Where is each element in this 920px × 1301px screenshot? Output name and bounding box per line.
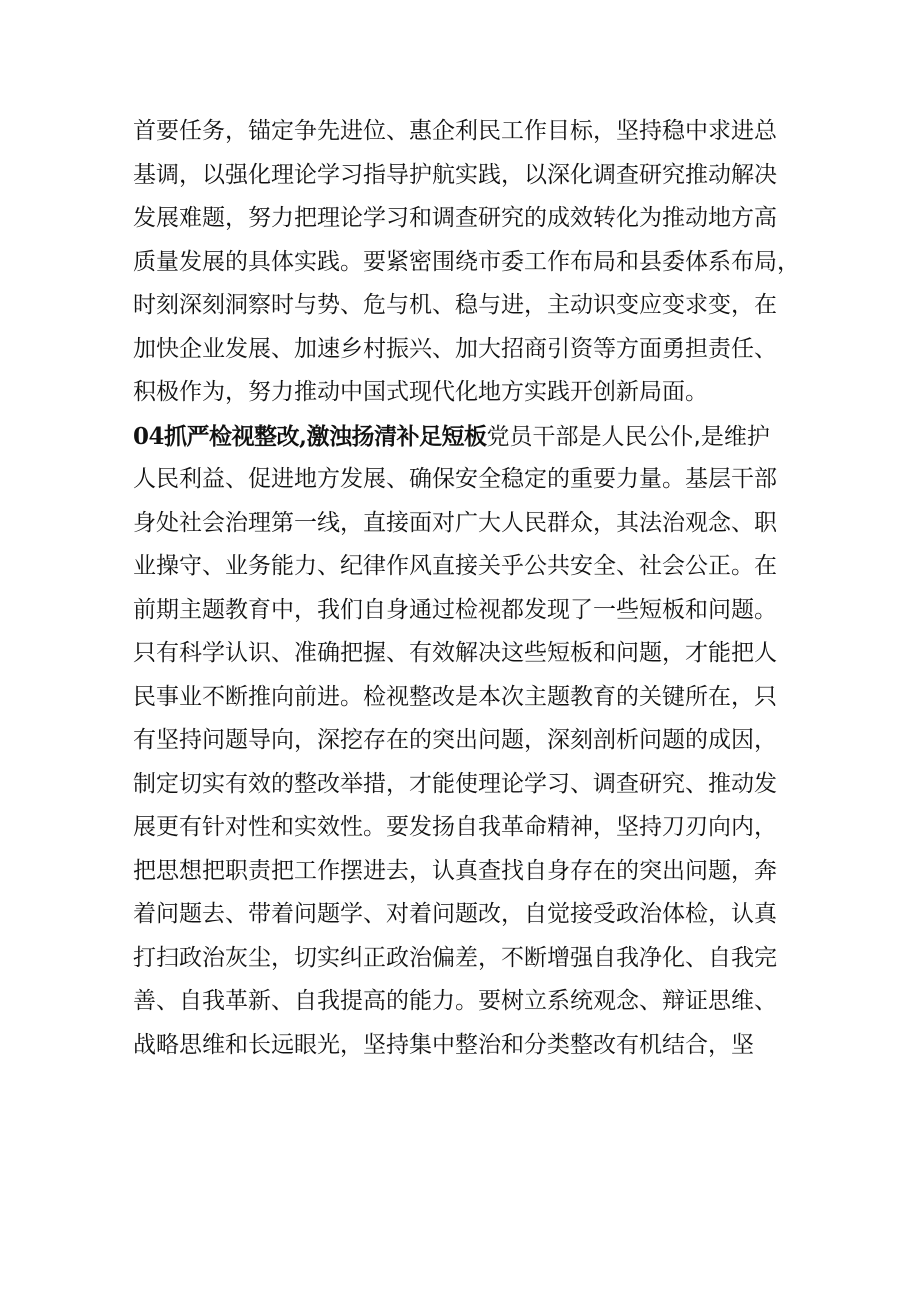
- text-line: 基调，以强化理论学习指导护航实践，以深化调查研究推动解决: [133, 161, 777, 188]
- text-line: 加快企业发展、加速乡村振兴、加大招商引资等方面勇担责任、: [133, 335, 777, 362]
- text-line: 前期主题教育中，我们自身通过检视都发现了一些短板和问题。: [133, 596, 777, 623]
- heading-line-text: 党员干部是人民公仆,是维护: [486, 423, 770, 450]
- text-line: 展更有针对性和实效性。要发扬自我革命精神，坚持刀刃向内，: [133, 814, 777, 840]
- text-line: 只有科学认识、准确把握、有效解决这些短板和问题，才能把人: [133, 640, 777, 666]
- text-line: 战略思维和长远眼光，坚持集中整治和分类整改有机结合，坚: [133, 1031, 754, 1058]
- text-line: 时刻深刻洞察时与势、危与机、稳与进，主动识变应变求变，在: [133, 292, 777, 318]
- text-line: 首要任务，锚定争先进位、惠企利民工作目标，坚持稳中求进总: [133, 118, 777, 144]
- text-line: 质量发展的具体实践。要紧密围绕市委工作布局和县委体系布局，: [133, 248, 800, 275]
- text-line: 民事业不断推向前进。检视整改是本次主题教育的关键所在，只: [133, 683, 777, 710]
- text-line: 人民利益、促进地方发展、确保安全稳定的重要力量。基层干部: [133, 466, 777, 492]
- text-line: 制定切实有效的整改举措，才能使理论学习、调查研究、推动发: [133, 770, 777, 797]
- text-line: 发展难题，努力把理论学习和调查研究的成效转化为推动地方高: [133, 205, 777, 231]
- text-line: 身处社会治理第一线，直接面对广大人民群众，其法治观念、职: [133, 509, 777, 536]
- section-heading-line: [133, 415, 813, 459]
- text-line: 善、自我革新、自我提高的能力。要树立系统观念、辩证思维、: [133, 988, 777, 1014]
- text-line: 把思想把职责把工作摆进去，认真查找自身存在的突出问题，奔: [133, 857, 777, 884]
- text-line: 有坚持问题导向，深挖存在的突出问题，深刻剖析问题的成因，: [133, 727, 777, 753]
- text-line: 着问题去、带着问题学、对着问题改，自觉接受政治体检，认真: [133, 901, 777, 927]
- text-line: 业操守、业务能力、纪律作风直接关乎公共安全、社会公正。在: [133, 553, 777, 579]
- text-line: 积极作为，努力推动中国式现代化地方实践开创新局面。: [133, 379, 708, 405]
- body-text: [133, 110, 813, 1067]
- text-line: 打扫政治灰尘，切实纠正政治偏差，不断增强自我净化、自我完: [133, 944, 777, 971]
- section-heading: 04抓严检视整改,激浊扬清补足短板: [133, 422, 487, 450]
